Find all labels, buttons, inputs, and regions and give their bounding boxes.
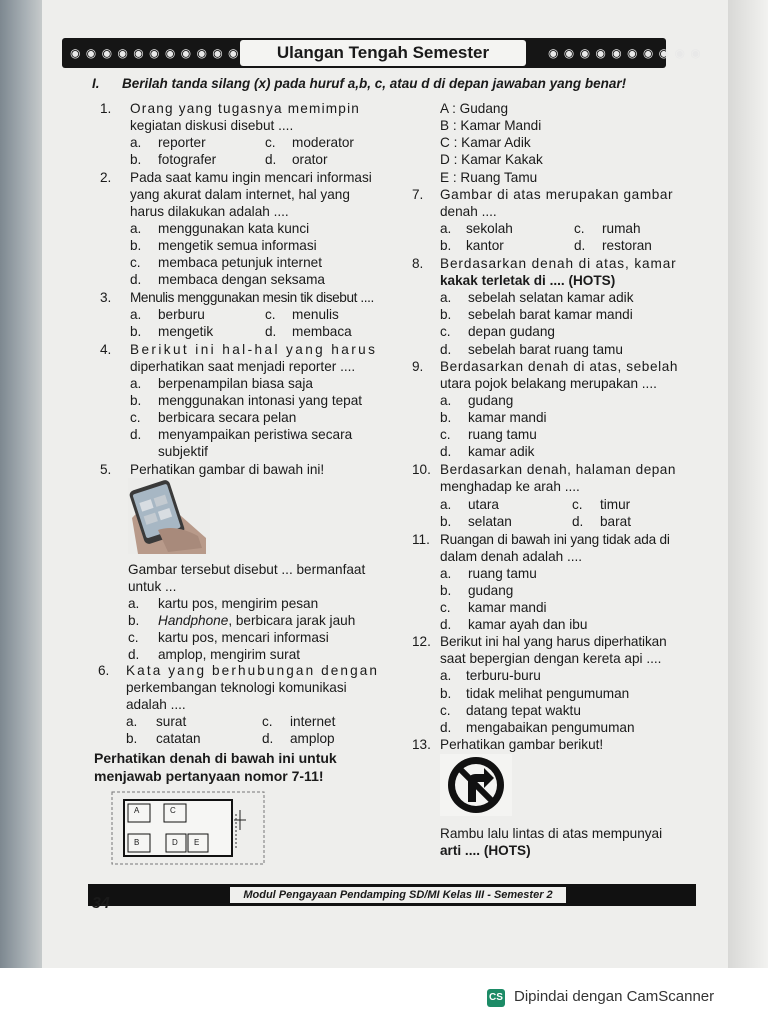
q11-option-b[interactable]: gudang [468, 583, 514, 598]
q10-b-label: b. [440, 514, 452, 529]
legend-b: B : Kamar Mandi [440, 118, 542, 133]
q12-option-b[interactable]: tidak melihat pengumuman [466, 686, 630, 701]
q9-a-label: a. [440, 393, 452, 408]
q2-b-label: b. [130, 238, 142, 253]
q6-text-3: adalah .... [126, 697, 186, 712]
q10-a-label: a. [440, 497, 452, 512]
q12-d-label: d. [440, 720, 452, 735]
q3-text: Menulis menggunakan mesin tik disebut .... [130, 290, 374, 305]
q5-option-a[interactable]: kartu pos, mengirim pesan [158, 596, 319, 611]
q2-text-3: harus dilakukan adalah .... [130, 204, 289, 219]
q10-option-a[interactable]: utara [468, 497, 499, 512]
q1-text-2: kegiatan diskusi disebut .... [130, 118, 294, 133]
q6-option-c[interactable]: internet [290, 714, 336, 729]
q11-a-label: a. [440, 566, 452, 581]
q13-text: Perhatikan gambar berikut! [440, 737, 604, 752]
q2-option-c[interactable]: membaca petunjuk internet [158, 255, 322, 270]
q6-option-a[interactable]: surat [156, 714, 187, 729]
q12-c-label: c. [440, 703, 451, 718]
q9-option-b[interactable]: kamar mandi [468, 410, 547, 425]
scan-shadow-left [0, 0, 42, 970]
q12-option-c[interactable]: datang tepat waktu [466, 703, 581, 718]
q2-text: Pada saat kamu ingin mencari informasi [130, 170, 372, 185]
q13-number: 13. [412, 737, 431, 752]
q7-d-label: d. [574, 238, 586, 253]
q2-option-a[interactable]: menggunakan kata kunci [158, 221, 310, 236]
q10-c-label: c. [572, 497, 583, 512]
q2-option-b[interactable]: mengetik semua informasi [158, 238, 317, 253]
q8-number: 8. [412, 256, 424, 271]
q8-c-label: c. [440, 324, 451, 339]
q11-d-label: d. [440, 617, 452, 632]
handphone-image [128, 478, 210, 559]
q7-number: 7. [412, 187, 424, 202]
q8-a-label: a. [440, 290, 452, 305]
q12-text-2: saat bepergian dengan kereta api .... [440, 651, 662, 666]
legend-e: E : Ruang Tamu [440, 170, 538, 185]
denah-room-d: D [172, 838, 178, 847]
q10-text-2: menghadap ke arah .... [440, 479, 580, 494]
q6-text-2: perkembangan teknologi komunikasi [126, 680, 347, 695]
q1-number: 1. [100, 101, 112, 116]
q9-d-label: d. [440, 444, 452, 459]
denah-room-a: A [134, 806, 140, 815]
q5-number: 5. [100, 462, 112, 477]
q8-b-label: b. [440, 307, 452, 322]
q2-d-label: d. [130, 272, 142, 287]
q8-option-c[interactable]: depan gudang [468, 324, 555, 339]
q1-d-label: d. [265, 152, 277, 167]
q2-c-label: c. [130, 255, 141, 270]
q10-option-b[interactable]: selatan [468, 514, 512, 529]
denah-note-2: menjawab pertanyaan nomor 7-11! [94, 768, 324, 784]
q6-d-label: d. [262, 731, 274, 746]
q5-d-label: d. [128, 647, 140, 662]
q7-text: Gambar di atas merupakan gambar [440, 187, 674, 202]
q8-text-2: kakak terletak di .... (HOTS) [440, 273, 616, 288]
q13-text-2: Rambu lalu lintas di atas mempunyai [440, 826, 663, 841]
q8-option-b[interactable]: sebelah barat kamar mandi [468, 307, 633, 322]
q1-a-label: a. [130, 135, 142, 150]
q8-d-label: d. [440, 342, 452, 357]
q1-option-a[interactable]: reporter [158, 135, 206, 150]
header-dots-left: ◉ ◉ ◉ ◉ ◉ ◉ ◉ ◉ ◉ ◉ ◉ [70, 46, 240, 60]
q12-a-label: a. [440, 668, 452, 683]
instruction: I. Berilah tanda silang (x) pada huruf a,b, c, atau d di depan jawaban yang benar! [92, 76, 627, 91]
q6-text: Kata yang berhubungan dengan [126, 663, 380, 678]
q7-option-a[interactable]: sekolah [466, 221, 513, 236]
q4-option-d[interactable]: menyampaikan peristiwa secara [158, 427, 353, 442]
q10-option-c[interactable]: timur [600, 497, 631, 512]
legend-c: C : Kamar Adik [440, 135, 531, 150]
q7-option-b[interactable]: kantor [466, 238, 504, 253]
q9-option-d[interactable]: kamar adik [468, 444, 535, 459]
camscanner-watermark: Dipindai dengan CamScanner [514, 988, 715, 1005]
q4-number: 4. [100, 342, 112, 357]
q9-c-label: c. [440, 427, 451, 442]
denah-note: Perhatikan denah di bawah ini untuk [94, 750, 337, 766]
q11-text-2: dalam denah adalah .... [440, 549, 583, 564]
q8-option-d[interactable]: sebelah barat ruang tamu [468, 342, 623, 357]
q11-text: Ruangan di bawah ini yang tidak ada di [440, 532, 670, 547]
q2-a-label: a. [130, 221, 142, 236]
q2-text-2: yang akurat dalam internet, hal yang [130, 187, 350, 202]
denah-room-b: B [134, 838, 140, 847]
camscanner-logo-icon: CS [487, 989, 505, 1007]
q5-b-label: b. [128, 613, 140, 628]
q1-option-c[interactable]: moderator [292, 135, 354, 150]
page-title: Ulangan Tengah Semester [240, 40, 526, 66]
q11-option-d[interactable]: kamar ayah dan ibu [468, 617, 588, 632]
q11-b-label: b. [440, 583, 452, 598]
q5-text: Perhatikan gambar di bawah ini! [130, 462, 325, 477]
q3-option-b[interactable]: mengetik [158, 324, 214, 339]
q4-option-c[interactable]: berbicara secara pelan [158, 410, 297, 425]
q10-d-label: d. [572, 514, 584, 529]
q7-option-d[interactable]: restoran [602, 238, 652, 253]
q7-a-label: a. [440, 221, 452, 236]
scan-shadow-right [728, 0, 768, 970]
q2-number: 2. [100, 170, 112, 185]
floor-plan [110, 790, 266, 866]
q11-number: 11. [412, 532, 430, 547]
q6-option-b[interactable]: catatan [156, 731, 201, 746]
q1-text: Orang yang tugasnya memimpin [130, 101, 361, 116]
q9-b-label: b. [440, 410, 452, 425]
q12-option-d[interactable]: mengabaikan pengumuman [466, 720, 635, 735]
q1-b-label: b. [130, 152, 142, 167]
q3-b-label: b. [130, 324, 142, 339]
legend-a: A : Gudang [440, 101, 509, 116]
q8-text: Berdasarkan denah di atas, kamar [440, 256, 677, 271]
q9-text: Berdasarkan denah di atas, sebelah [440, 359, 679, 374]
q4-option-d-2: subjektif [158, 444, 208, 459]
q4-option-b[interactable]: menggunakan intonasi yang tepat [158, 393, 363, 408]
q2-option-d[interactable]: membaca dengan seksama [158, 272, 325, 287]
denah-room-c: C [170, 806, 176, 815]
q7-c-label: c. [574, 221, 585, 236]
q1-c-label: c. [265, 135, 276, 150]
q12-option-a[interactable]: terburu-buru [466, 668, 541, 683]
q3-option-d[interactable]: membaca [292, 324, 352, 339]
q6-a-label: a. [126, 714, 138, 729]
q11-c-label: c. [440, 600, 451, 615]
q3-number: 3. [100, 290, 112, 305]
q3-option-a[interactable]: berburu [158, 307, 205, 322]
q9-number: 9. [412, 359, 424, 374]
q6-number: 6. [98, 663, 110, 678]
q4-d-label: d. [130, 427, 142, 442]
q12-b-label: b. [440, 686, 452, 701]
page-number: 34 [92, 895, 110, 912]
q7-option-c[interactable]: rumah [602, 221, 641, 236]
q5-c-label: c. [128, 630, 139, 645]
legend-d: D : Kamar Kakak [440, 152, 543, 167]
q4-a-label: a. [130, 376, 142, 391]
footer-title: Modul Pengayaan Pendamping SD/MI Kelas III - Semester 2 [230, 887, 566, 903]
q11-option-a[interactable]: ruang tamu [468, 566, 537, 581]
q13-text-3: arti .... (HOTS) [440, 843, 531, 858]
q8-option-a[interactable]: sebelah selatan kamar adik [468, 290, 634, 305]
q9-option-a[interactable]: gudang [468, 393, 514, 408]
q4-c-label: c. [130, 410, 141, 425]
q10-option-d[interactable]: barat [600, 514, 631, 529]
header-dots-right: ◉ ◉ ◉ ◉ ◉ ◉ ◉ ◉ ◉ ◉ [548, 46, 702, 60]
q5-option-d[interactable]: amplop, mengirim surat [158, 647, 301, 662]
q6-c-label: c. [262, 714, 273, 729]
q4-b-label: b. [130, 393, 142, 408]
q11-option-c[interactable]: kamar mandi [468, 600, 547, 615]
q7-b-label: b. [440, 238, 452, 253]
q12-number: 12. [412, 634, 431, 649]
q3-d-label: d. [265, 324, 277, 339]
q5-text-2: Gambar tersebut disebut ... bermanfaat [128, 562, 366, 577]
q10-number: 10. [412, 462, 431, 477]
q1-option-d[interactable]: orator [292, 152, 328, 167]
q12-text: Berikut ini hal yang harus diperhatikan [440, 634, 667, 649]
q5-text-3: untuk ... [128, 579, 177, 594]
q3-c-label: c. [265, 307, 276, 322]
q6-b-label: b. [126, 731, 138, 746]
q1-option-b[interactable]: fotografer [158, 152, 217, 167]
q6-option-d[interactable]: amplop [290, 731, 335, 746]
q7-text-2: denah .... [440, 204, 497, 219]
denah-room-e: E [194, 838, 200, 847]
q5-a-label: a. [128, 596, 140, 611]
q5-option-b[interactable]: Handphone, berbicara jarak jauh [158, 613, 356, 628]
q4-text-2: diperhatikan saat menjadi reporter .... [130, 359, 356, 374]
q4-option-a[interactable]: berpenampilan biasa saja [158, 376, 313, 391]
no-right-turn-sign-icon [440, 754, 512, 821]
q4-text: Berikut ini hal-hal yang harus [130, 342, 378, 357]
q9-text-2: utara pojok belakang merupakan .... [440, 376, 657, 391]
q9-option-c[interactable]: ruang tamu [468, 427, 537, 442]
q10-text: Berdasarkan denah, halaman depan [440, 462, 676, 477]
q3-a-label: a. [130, 307, 142, 322]
q5-option-c[interactable]: kartu pos, mencari informasi [158, 630, 329, 645]
q3-option-c[interactable]: menulis [292, 307, 339, 322]
